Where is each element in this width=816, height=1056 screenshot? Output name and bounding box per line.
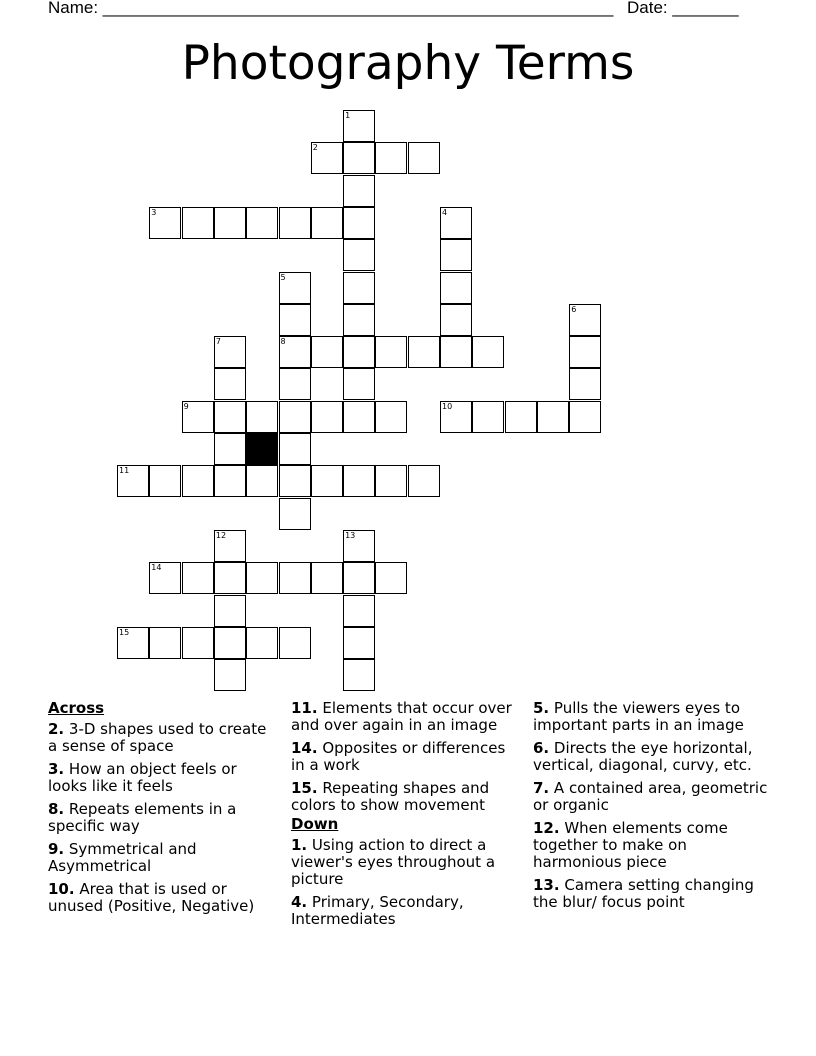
- clue-item: [291, 894, 523, 928]
- crossword-cell[interactable]: [279, 207, 311, 239]
- clue-item: [533, 877, 769, 911]
- clue-item-number: 13.: [533, 876, 560, 894]
- crossword-cell[interactable]: [343, 142, 375, 174]
- crossword-cell[interactable]: [343, 530, 375, 562]
- clue-item-number: 9.: [48, 840, 65, 858]
- clue-item: [533, 700, 769, 734]
- down-clue-list-1: [291, 837, 523, 928]
- clue-item-number: 14.: [291, 739, 318, 757]
- clue-number: 5: [280, 272, 286, 282]
- clue-number: 13: [345, 530, 356, 540]
- crossword-cell[interactable]: [182, 562, 214, 594]
- crossword-cell[interactable]: [246, 401, 278, 433]
- clue-number: 15: [119, 627, 130, 637]
- crossword-cell[interactable]: [279, 304, 311, 336]
- clue-item-text: Directs the eye horizontal, vertical, diagonal, curvy, etc.: [533, 739, 753, 774]
- clue-item-text: 3-D shapes used to create a sense of space: [48, 720, 267, 755]
- crossword-cell[interactable]: [214, 595, 246, 627]
- crossword-cell[interactable]: [505, 401, 537, 433]
- clue-item: [48, 841, 278, 875]
- crossword-cell[interactable]: [440, 207, 472, 239]
- crossword-cell[interactable]: [214, 627, 246, 659]
- clue-item-text: Primary, Secondary, Intermediates: [291, 893, 464, 928]
- crossword-cell[interactable]: [472, 336, 504, 368]
- clue-number: 3: [151, 207, 157, 217]
- crossword-cell[interactable]: [149, 207, 181, 239]
- crossword-cell[interactable]: [117, 627, 149, 659]
- clue-number: 9: [183, 401, 189, 411]
- crossword-cell[interactable]: [214, 465, 246, 497]
- clue-item: [291, 780, 523, 814]
- date-field[interactable]: Date: _______: [627, 0, 739, 17]
- crossword-cell[interactable]: [214, 401, 246, 433]
- crossword-cell[interactable]: [408, 336, 440, 368]
- page-title: Photography Terms: [181, 36, 635, 91]
- crossword-cell[interactable]: [279, 627, 311, 659]
- crossword-cell[interactable]: [343, 239, 375, 271]
- clues-column-2: [291, 700, 523, 934]
- clue-item-text: Opposites or differences in a work: [291, 739, 506, 774]
- clue-item: [533, 780, 769, 814]
- crossword-cell[interactable]: [569, 401, 601, 433]
- crossword-cell[interactable]: [279, 465, 311, 497]
- crossword-cell[interactable]: [279, 433, 311, 465]
- crossword-cell[interactable]: [375, 465, 407, 497]
- crossword-cell[interactable]: [440, 239, 472, 271]
- down-heading: Down: [291, 815, 339, 833]
- crossword-cell[interactable]: [375, 336, 407, 368]
- across-clue-list-1: [48, 721, 278, 915]
- crossword-cell[interactable]: [440, 401, 472, 433]
- clue-item-number: 3.: [48, 760, 65, 778]
- crossword-cell[interactable]: [472, 401, 504, 433]
- clue-item-text: When elements come together to make on harmonious piece: [533, 819, 728, 871]
- clue-number: 14: [151, 563, 162, 573]
- clue-item-text: Elements that occur over and over again in an image: [291, 699, 512, 734]
- clue-item-number: 7.: [533, 779, 550, 797]
- clues-column-1: [48, 700, 278, 921]
- crossword-cell[interactable]: [149, 562, 181, 594]
- crossword-cell[interactable]: [311, 142, 343, 174]
- clue-number: 10: [442, 401, 453, 411]
- clue-item: [48, 721, 278, 755]
- crossword-cell[interactable]: [343, 207, 375, 239]
- crossword-cell[interactable]: [440, 272, 472, 304]
- clue-item-text: A contained area, geometric or organic: [533, 779, 768, 814]
- clue-item: [48, 761, 278, 795]
- crossword-cell[interactable]: [311, 465, 343, 497]
- crossword-cell[interactable]: [214, 336, 246, 368]
- crossword-cell[interactable]: [279, 272, 311, 304]
- crossword-cell[interactable]: [311, 336, 343, 368]
- crossword-cell[interactable]: [343, 368, 375, 400]
- clue-item: [48, 801, 278, 835]
- crossword-cell[interactable]: [311, 562, 343, 594]
- crossword-cell[interactable]: [246, 627, 278, 659]
- crossword-cell[interactable]: [214, 659, 246, 691]
- clue-item: [48, 881, 278, 915]
- clues-column-3: [533, 700, 769, 917]
- crossword-cell[interactable]: [214, 530, 246, 562]
- crossword-cell[interactable]: [343, 272, 375, 304]
- clue-item-text: Camera setting changing the blur/ focus point: [533, 876, 754, 911]
- crossword-cell[interactable]: [375, 401, 407, 433]
- crossword-cell[interactable]: [343, 401, 375, 433]
- clue-number: 4: [442, 207, 448, 217]
- crossword-cell[interactable]: [375, 142, 407, 174]
- crossword-cell[interactable]: [343, 465, 375, 497]
- crossword-cell[interactable]: [214, 207, 246, 239]
- crossword-cell[interactable]: [343, 659, 375, 691]
- clue-item-text: Symmetrical and Asymmetrical: [48, 840, 197, 875]
- clue-item-number: 15.: [291, 779, 318, 797]
- clue-item-number: 6.: [533, 739, 550, 757]
- crossword-cell[interactable]: [246, 207, 278, 239]
- clue-number: 8: [280, 337, 286, 347]
- crossword-black-cell: [246, 433, 278, 465]
- crossword-cell[interactable]: [343, 562, 375, 594]
- clue-item-number: 11.: [291, 699, 318, 717]
- crossword-cell[interactable]: [214, 562, 246, 594]
- crossword-cell[interactable]: [246, 562, 278, 594]
- crossword-cell[interactable]: [343, 595, 375, 627]
- across-heading: Across: [48, 699, 105, 717]
- clue-number: 6: [571, 304, 577, 314]
- crossword-cell[interactable]: [149, 627, 181, 659]
- crossword-cell[interactable]: [440, 304, 472, 336]
- clue-number: 12: [215, 530, 227, 540]
- clue-item-number: 10.: [48, 880, 75, 898]
- clue-item: [291, 837, 523, 888]
- crossword-cell[interactable]: [311, 401, 343, 433]
- crossword-cell[interactable]: [279, 562, 311, 594]
- crossword-cell[interactable]: [279, 368, 311, 400]
- crossword-cell[interactable]: [149, 465, 181, 497]
- clue-item-number: 1.: [291, 836, 308, 854]
- crossword-cell[interactable]: [182, 465, 214, 497]
- crossword-cell[interactable]: [343, 110, 375, 142]
- crossword-cell[interactable]: [408, 465, 440, 497]
- crossword-cell[interactable]: [375, 562, 407, 594]
- clue-number: 7: [215, 337, 221, 347]
- across-clue-list-2: [291, 700, 523, 814]
- crossword-cell[interactable]: [214, 433, 246, 465]
- clue-item-text: Using action to direct a viewer's eyes throughout a picture: [291, 836, 496, 888]
- clue-item-number: 12.: [533, 819, 560, 837]
- crossword-cell[interactable]: [343, 304, 375, 336]
- clue-item: [533, 740, 769, 774]
- crossword-cell[interactable]: [569, 304, 601, 336]
- clue-item: [291, 700, 523, 734]
- crossword-cell[interactable]: [440, 336, 472, 368]
- crossword-cell[interactable]: [117, 465, 149, 497]
- crossword-cell[interactable]: [343, 175, 375, 207]
- clue-number: 11: [119, 466, 130, 476]
- crossword-cell[interactable]: [343, 627, 375, 659]
- clue-number: 2: [312, 143, 318, 153]
- crossword-cell[interactable]: [182, 627, 214, 659]
- crossword-cell[interactable]: [311, 207, 343, 239]
- crossword-cell[interactable]: [279, 336, 311, 368]
- crossword-cell[interactable]: [408, 142, 440, 174]
- clue-item: [533, 820, 769, 871]
- crossword-cell[interactable]: [182, 401, 214, 433]
- down-clue-list-2: [533, 700, 769, 911]
- crossword-cell[interactable]: [182, 207, 214, 239]
- crossword-cell[interactable]: [343, 336, 375, 368]
- clue-item-number: 2.: [48, 720, 65, 738]
- clue-item-text: Repeating shapes and colors to show movement: [291, 779, 490, 814]
- clue-item-text: Pulls the viewers eyes to important parts in an image: [533, 699, 744, 734]
- name-field[interactable]: Name: ______________________________________________________: [48, 0, 614, 17]
- crossword-cell[interactable]: [569, 368, 601, 400]
- crossword-cell[interactable]: [279, 498, 311, 530]
- crossword-cell[interactable]: [279, 401, 311, 433]
- clue-item-number: 8.: [48, 800, 65, 818]
- crossword-cell[interactable]: [537, 401, 569, 433]
- clue-item-text: Area that is used or unused (Positive, Negative): [48, 880, 255, 915]
- clue-item-number: 4.: [291, 893, 308, 911]
- crossword-cell[interactable]: [214, 368, 246, 400]
- crossword-cell[interactable]: [569, 336, 601, 368]
- crossword-cell[interactable]: [246, 465, 278, 497]
- clue-number: 1: [345, 111, 351, 120]
- clue-item-text: How an object feels or looks like it feels: [48, 760, 237, 795]
- clue-item: [291, 740, 523, 774]
- clue-item-text: Repeats elements in a specific way: [48, 800, 237, 835]
- clue-item-number: 5.: [533, 699, 550, 717]
